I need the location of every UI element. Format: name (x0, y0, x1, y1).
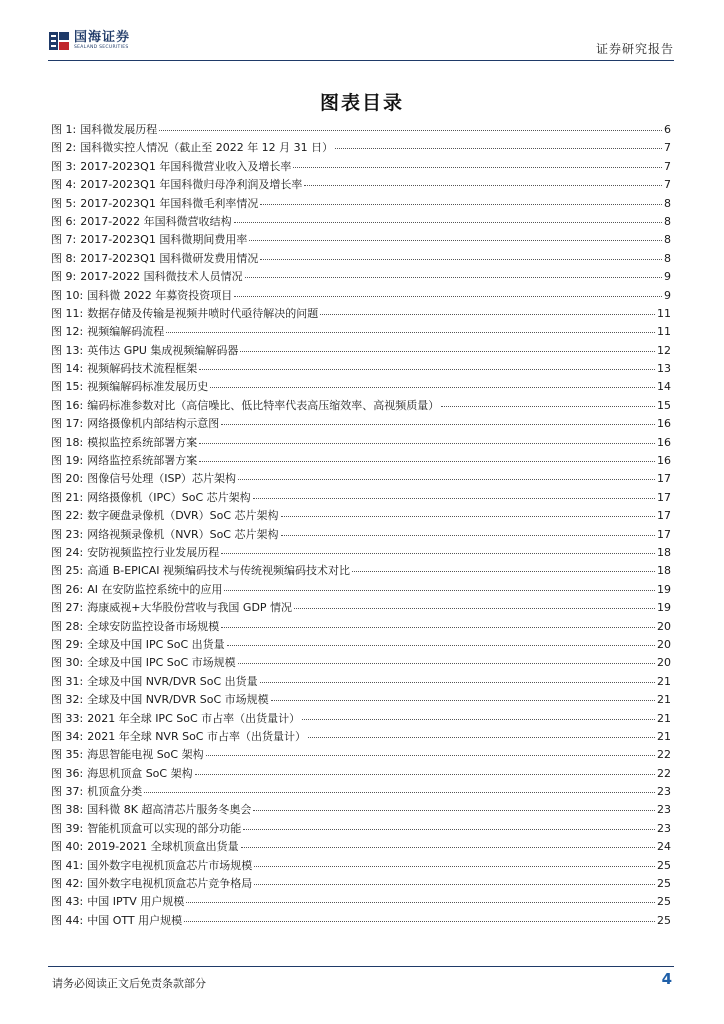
toc-page-number: 11 (657, 325, 671, 339)
toc-page-number: 18 (657, 545, 671, 559)
toc-figure-label: 图 39: (51, 821, 84, 835)
toc-figure-label: 图 32: (51, 693, 84, 707)
toc-figure-label: 图 30: (51, 656, 84, 670)
toc-page-number: 19 (657, 582, 671, 596)
toc-figure-label: 图 35: (51, 748, 84, 762)
toc-figure-title: 国科微 8K 超高清芯片服务冬奥会 (87, 803, 252, 817)
toc-page-number: 23 (657, 803, 671, 817)
toc-page-number: 14 (657, 380, 671, 394)
toc-figure-label: 图 11: (51, 306, 84, 320)
toc-dot-leader (199, 431, 655, 444)
toc-figure-label: 图 29: (51, 637, 84, 651)
toc-dot-leader (234, 210, 662, 223)
toc-page-number: 25 (657, 858, 671, 872)
toc-dot-leader (249, 228, 662, 241)
toc-dot-leader (199, 449, 655, 462)
toc-dot-leader (253, 486, 655, 499)
toc-dot-leader (144, 780, 655, 793)
logo-chinese-name: 国海证券 (74, 30, 131, 46)
toc-figure-title: 网络监控系统部署方案 (87, 454, 198, 468)
toc-page-number: 21 (657, 674, 671, 688)
toc-figure-title: 国科微发展历程 (80, 123, 158, 136)
toc-dot-leader (260, 670, 655, 683)
toc-figure-label: 图 41: (51, 858, 84, 872)
toc-figure-title: 海思智能电视 SoC 架构 (87, 748, 204, 762)
toc-figure-title: 智能机顶盒可以实现的部分功能 (87, 821, 242, 835)
figure-toc-list (51, 120, 671, 929)
toc-figure-label: 图 4: (51, 178, 77, 192)
toc-dot-leader (234, 284, 662, 297)
toc-dot-leader (308, 725, 655, 738)
toc-figure-title: 中国 OTT 用户规模 (87, 913, 183, 927)
toc-page-number: 8 (664, 251, 671, 265)
toc-page-number: 22 (657, 748, 671, 762)
toc-dot-leader (320, 302, 655, 315)
toc-figure-title: 2017-2023Q1 年国科微毛利率情况 (80, 196, 259, 210)
toc-figure-label: 图 15: (51, 380, 84, 394)
toc-figure-label: 图 24: (51, 545, 84, 559)
toc-dot-leader (304, 173, 662, 186)
toc-page-number: 25 (657, 877, 671, 891)
toc-figure-title: AI 在安防监控系统中的应用 (87, 582, 223, 596)
toc-dot-leader (254, 872, 655, 885)
toc-dot-leader (281, 504, 655, 517)
toc-figure-title: 国外数字电视机顶盒芯片市场规模 (87, 858, 253, 872)
toc-figure-label: 图 3: (51, 159, 77, 173)
toc-figure-label: 图 13: (51, 343, 84, 357)
toc-figure-title: 数字硬盘录像机（DVR）SoC 芯片架构 (87, 509, 279, 523)
toc-figure-title: 高通 B-EPICAI 视频编码技术与传统视频编码技术对比 (87, 564, 350, 578)
toc-figure-title: 模拟监控系统部署方案 (87, 435, 198, 449)
toc-figure-title: 2021 年全球 NVR SoC 市占率（出货量计） (87, 729, 306, 743)
toc-dot-leader (293, 155, 662, 168)
toc-figure-label: 图 7: (51, 233, 77, 247)
toc-page-number: 21 (657, 693, 671, 707)
toc-page-number: 25 (657, 913, 671, 927)
toc-figure-title: 2017-2022 国科微技术人员情况 (80, 270, 243, 284)
toc-figure-label: 图 17: (51, 417, 84, 431)
toc-page-number: 16 (657, 454, 671, 468)
toc-figure-title: 全球及中国 NVR/DVR SoC 出货量 (87, 674, 258, 688)
toc-page-number: 23 (657, 785, 671, 799)
toc-dot-leader (281, 523, 656, 536)
toc-figure-label: 图 5: (51, 196, 77, 210)
toc-figure-label: 图 1: (51, 123, 77, 136)
toc-dot-leader (441, 394, 655, 407)
toc-dot-leader (240, 339, 655, 352)
toc-figure-title: 2017-2023Q1 国科微期间费用率 (80, 233, 248, 247)
toc-page-number: 25 (657, 895, 671, 909)
toc-figure-label: 图 27: (51, 601, 84, 615)
sealand-logo-icon (48, 30, 70, 52)
toc-page-number: 7 (664, 178, 671, 192)
toc-figure-label: 图 21: (51, 490, 84, 504)
page-header (48, 26, 674, 61)
toc-figure-title: 视频解码技术流程框架 (87, 362, 198, 376)
toc-dot-leader (184, 909, 655, 922)
toc-figure-title: 数据存储及传输是视频井喷时代亟待解决的问题 (87, 306, 319, 320)
toc-dot-leader (243, 817, 655, 830)
toc-page-number: 16 (657, 435, 671, 449)
toc-figure-label: 图 10: (51, 288, 84, 302)
toc-figure-title: 安防视频监控行业发展历程 (87, 545, 220, 559)
toc-figure-title: 海康威视+大华股份营收与我国 GDP 情况 (87, 601, 293, 615)
toc-page-number: 21 (657, 711, 671, 725)
toc-page-number: 17 (657, 490, 671, 504)
toc-page-number: 20 (657, 656, 671, 670)
toc-figure-title: 图像信号处理（ISP）芯片架构 (87, 472, 237, 486)
toc-figure-label: 图 26: (51, 582, 84, 596)
toc-page-number: 23 (657, 821, 671, 835)
toc-figure-title: 海思机顶盒 SoC 架构 (87, 766, 193, 780)
toc-dot-leader (352, 559, 655, 572)
toc-page-number: 11 (657, 306, 671, 320)
toc-page-number: 17 (657, 509, 671, 523)
toc-dot-leader (260, 192, 662, 205)
toc-dot-leader (302, 707, 655, 720)
toc-page-number: 9 (664, 288, 671, 302)
toc-dot-leader (221, 412, 655, 425)
toc-page-number: 16 (657, 417, 671, 431)
toc-figure-label: 图 40: (51, 840, 84, 854)
toc-figure-label: 图 37: (51, 785, 84, 799)
toc-dot-leader (195, 762, 655, 775)
toc-page-number: 18 (657, 564, 671, 578)
toc-figure-title: 全球及中国 NVR/DVR SoC 市场规模 (87, 693, 269, 707)
toc-figure-label: 图 20: (51, 472, 84, 486)
toc-figure-label: 图 9: (51, 270, 77, 284)
toc-dot-leader (238, 651, 655, 664)
toc-figure-label: 图 28: (51, 619, 84, 633)
toc-figure-title: 国科微实控人情况（截止至 2022 年 12 月 31 日） (80, 141, 334, 155)
toc-figure-title: 编码标准参数对比（高信噪比、低比特率代表高压缩效率、高视频质量） (87, 398, 440, 412)
toc-page-number: 8 (664, 196, 671, 210)
toc-page-number: 15 (657, 398, 671, 412)
toc-page-number: 12 (657, 343, 671, 357)
toc-dot-leader (166, 320, 655, 333)
toc-dot-leader (227, 633, 655, 646)
toc-figure-title: 网络摄像机内部结构示意图 (87, 417, 220, 431)
toc-dot-leader (245, 265, 662, 278)
report-type-label: 证券研究报告 (595, 42, 674, 56)
toc-figure-title: 中国 IPTV 用户规模 (87, 895, 185, 909)
toc-dot-leader (206, 743, 655, 756)
toc-dot-leader (186, 890, 655, 903)
toc-figure-label: 图 14: (51, 362, 84, 376)
page-title: 图表目录 (319, 92, 404, 114)
toc-page-number: 22 (657, 766, 671, 780)
toc-figure-label: 图 8: (51, 251, 77, 265)
toc-dot-leader (335, 136, 662, 149)
footer-divider (48, 966, 674, 967)
toc-figure-title: 视频编解码标准发展历史 (87, 380, 209, 394)
toc-page-number: 20 (657, 619, 671, 633)
toc-figure-label: 图 44: (51, 913, 84, 927)
toc-figure-label: 图 25: (51, 564, 84, 578)
toc-entry[interactable] (51, 911, 671, 929)
toc-dot-leader (253, 798, 655, 811)
toc-dot-leader (238, 467, 655, 480)
toc-figure-label: 图 22: (51, 509, 84, 523)
toc-figure-label: 图 12: (51, 325, 84, 339)
toc-figure-title: 2017-2022 年国科微营收结构 (80, 214, 232, 228)
toc-page-number: 8 (664, 214, 671, 228)
toc-figure-title: 2017-2023Q1 国科微研发费用情况 (80, 251, 259, 265)
toc-page-number: 7 (664, 159, 671, 173)
toc-page-number: 9 (664, 270, 671, 284)
toc-figure-title: 2019-2021 全球机顶盒出货量 (87, 840, 239, 854)
toc-figure-title: 全球及中国 IPC SoC 市场规模 (87, 656, 236, 670)
toc-figure-label: 图 2: (51, 141, 77, 155)
toc-figure-title: 2017-2023Q1 年国科微营业收入及增长率 (80, 159, 292, 173)
toc-page-number: 13 (657, 362, 671, 376)
toc-dot-leader (221, 615, 655, 628)
toc-figure-label: 图 19: (51, 454, 84, 468)
toc-figure-title: 国外数字电视机顶盒芯片竞争格局 (87, 877, 253, 891)
toc-dot-leader (254, 854, 655, 867)
toc-figure-title: 视频编解码流程 (87, 325, 165, 339)
toc-figure-label: 图 6: (51, 214, 77, 228)
toc-figure-label: 图 18: (51, 435, 84, 449)
toc-dot-leader (260, 247, 662, 260)
toc-figure-title: 机顶盒分类 (87, 785, 143, 799)
toc-dot-leader (210, 375, 655, 388)
toc-figure-title: 2021 年全球 IPC SoC 市占率（出货量计） (87, 711, 301, 725)
toc-page-number: 19 (657, 601, 671, 615)
toc-figure-title: 全球安防监控设备市场规模 (87, 619, 220, 633)
toc-page-number: 7 (664, 141, 671, 155)
toc-figure-label: 图 38: (51, 803, 84, 817)
toc-dot-leader (159, 118, 662, 131)
logo-english-name: SEALAND SECURITIES (74, 45, 129, 51)
toc-page-number: 17 (657, 527, 671, 541)
toc-dot-leader (241, 835, 655, 848)
toc-figure-label: 图 42: (51, 877, 84, 891)
toc-dot-leader (221, 541, 655, 554)
toc-page-number: 20 (657, 637, 671, 651)
toc-page-number: 8 (664, 233, 671, 247)
toc-figure-label: 图 36: (51, 766, 84, 780)
toc-figure-label: 图 23: (51, 527, 84, 541)
company-logo (48, 28, 130, 54)
toc-figure-label: 图 34: (51, 729, 84, 743)
page-number: 4 (661, 970, 672, 988)
toc-figure-label: 图 33: (51, 711, 84, 725)
toc-page-number: 21 (657, 729, 671, 743)
toc-figure-label: 图 16: (51, 398, 84, 412)
toc-page-number: 17 (657, 472, 671, 486)
toc-figure-label: 图 31: (51, 674, 84, 688)
toc-figure-title: 国科微 2022 年募资投资项目 (87, 288, 233, 302)
toc-figure-title: 网络摄像机（IPC）SoC 芯片架构 (87, 490, 251, 504)
footer-disclaimer: 请务必阅读正文后免责条款部分 (52, 977, 206, 990)
toc-page-number: 6 (664, 123, 671, 136)
toc-figure-title: 全球及中国 IPC SoC 出货量 (87, 637, 225, 651)
toc-figure-label: 图 43: (51, 895, 84, 909)
toc-dot-leader (271, 688, 655, 701)
toc-figure-title: 英伟达 GPU 集成视频编解码器 (87, 343, 239, 357)
toc-dot-leader (199, 357, 655, 370)
toc-dot-leader (224, 578, 655, 591)
toc-dot-leader (294, 596, 655, 609)
toc-figure-title: 2017-2023Q1 年国科微归母净利润及增长率 (80, 178, 303, 192)
toc-figure-title: 网络视频录像机（NVR）SoC 芯片架构 (87, 527, 279, 541)
toc-page-number: 24 (657, 840, 671, 854)
